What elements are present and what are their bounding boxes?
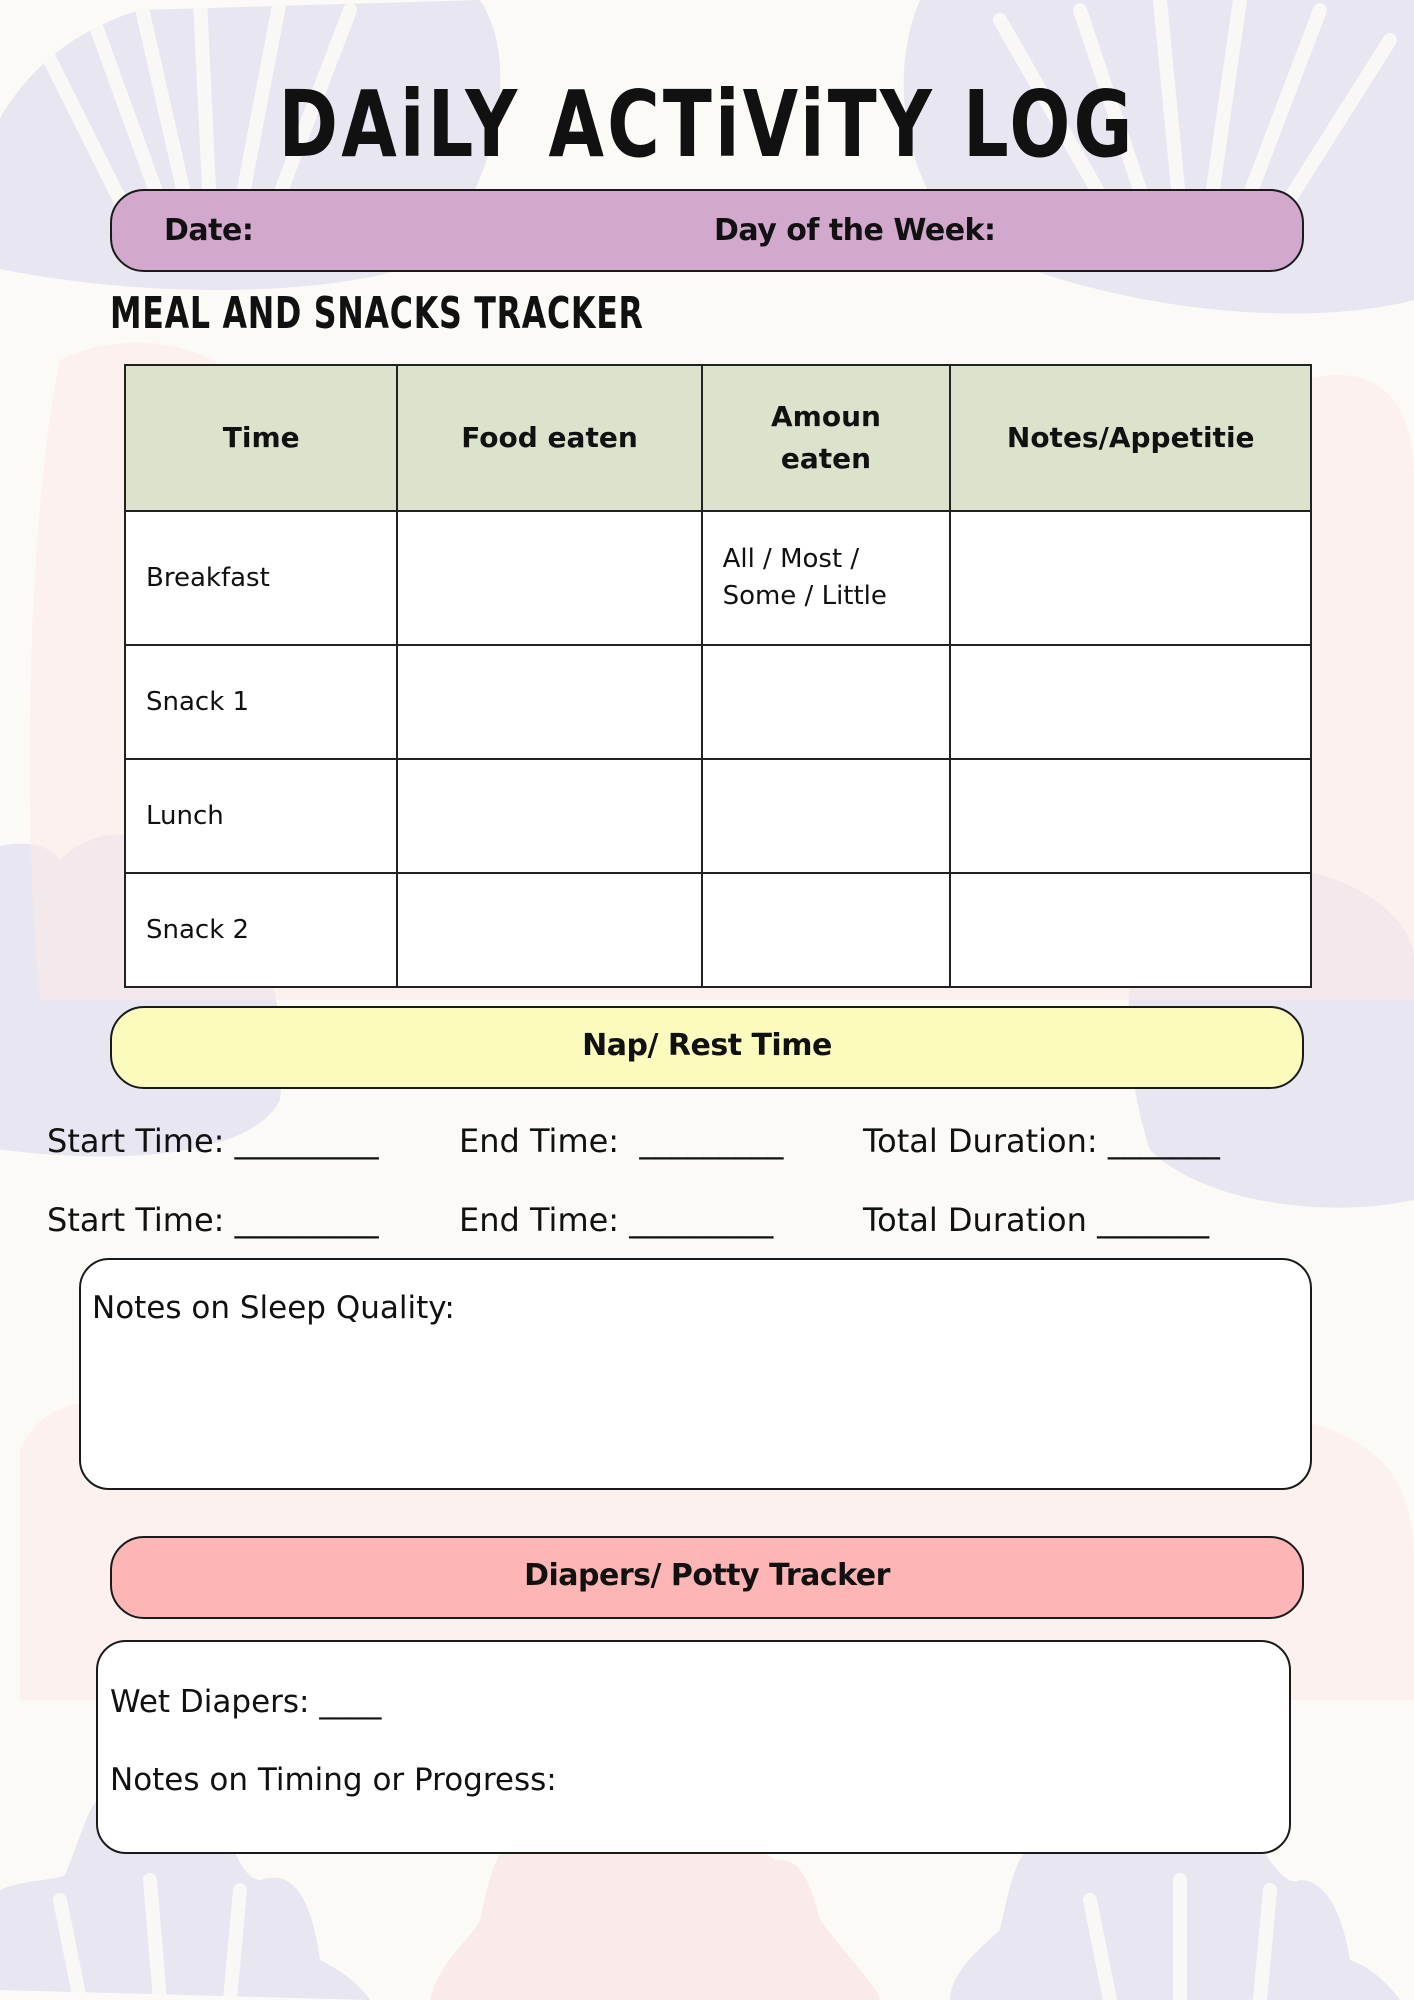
cell-time: Lunch [125, 759, 397, 873]
meal-tracker-table [124, 364, 1312, 988]
table-row [125, 511, 1311, 645]
table-row [125, 873, 1311, 987]
timing-notes-label: Notes on Timing or Progress: [110, 1762, 557, 1798]
table-row [125, 759, 1311, 873]
start-time-field[interactable]: Start Time: _________ [47, 1122, 379, 1160]
cell-amount[interactable] [702, 873, 951, 987]
nap-section-header [110, 1006, 1304, 1089]
diapers-section-header [110, 1536, 1304, 1619]
sleep-notes-box[interactable] [79, 1258, 1312, 1490]
page-title: DAiLY ACTiViTY LOG [278, 71, 1136, 178]
cell-time: Breakfast [125, 511, 397, 645]
table-row [125, 645, 1311, 759]
start-time-field[interactable]: Start Time: _________ [47, 1201, 379, 1239]
sleep-notes-label: Notes on Sleep Quality: [92, 1290, 455, 1326]
end-time-field[interactable]: End Time: _________ [459, 1201, 774, 1239]
cell-notes[interactable] [950, 645, 1311, 759]
cell-food[interactable] [397, 645, 701, 759]
column-header-amount-text: Amoun eaten [771, 400, 881, 475]
cell-food[interactable] [397, 873, 701, 987]
cell-amount[interactable] [702, 645, 951, 759]
cell-food[interactable] [397, 511, 701, 645]
column-header-notes: Notes/Appetitie [950, 365, 1311, 511]
cell-notes[interactable] [950, 873, 1311, 987]
total-duration-field[interactable]: Total Duration: _______ [863, 1122, 1220, 1160]
date-header-bar [110, 189, 1304, 272]
cell-time: Snack 2 [125, 873, 397, 987]
total-duration-field[interactable]: Total Duration _______ [863, 1201, 1210, 1239]
column-header-time: Time [125, 365, 397, 511]
column-header-amount [702, 365, 951, 511]
date-label[interactable]: Date: [164, 213, 254, 248]
wet-diapers-field[interactable]: Wet Diapers: ____ [110, 1684, 382, 1720]
column-header-food: Food eaten [397, 365, 701, 511]
cell-amount[interactable] [702, 759, 951, 873]
amount-options: All / Most / Some / Little [722, 544, 887, 611]
cell-notes[interactable] [950, 759, 1311, 873]
potty-tracker-box[interactable] [96, 1640, 1291, 1854]
table-header-row [125, 365, 1311, 511]
cell-food[interactable] [397, 759, 701, 873]
cell-notes[interactable] [950, 511, 1311, 645]
meal-tracker-heading: MEAL AND SNACKS TRACKER [110, 288, 644, 339]
cell-amount[interactable] [702, 511, 951, 645]
day-of-week-label[interactable]: Day of the Week: [714, 213, 996, 248]
diapers-section-title: Diapers/ Potty Tracker [524, 1558, 890, 1593]
cell-time: Snack 1 [125, 645, 397, 759]
end-time-field[interactable]: End Time: _________ [459, 1122, 784, 1160]
nap-section-title: Nap/ Rest Time [582, 1028, 832, 1063]
